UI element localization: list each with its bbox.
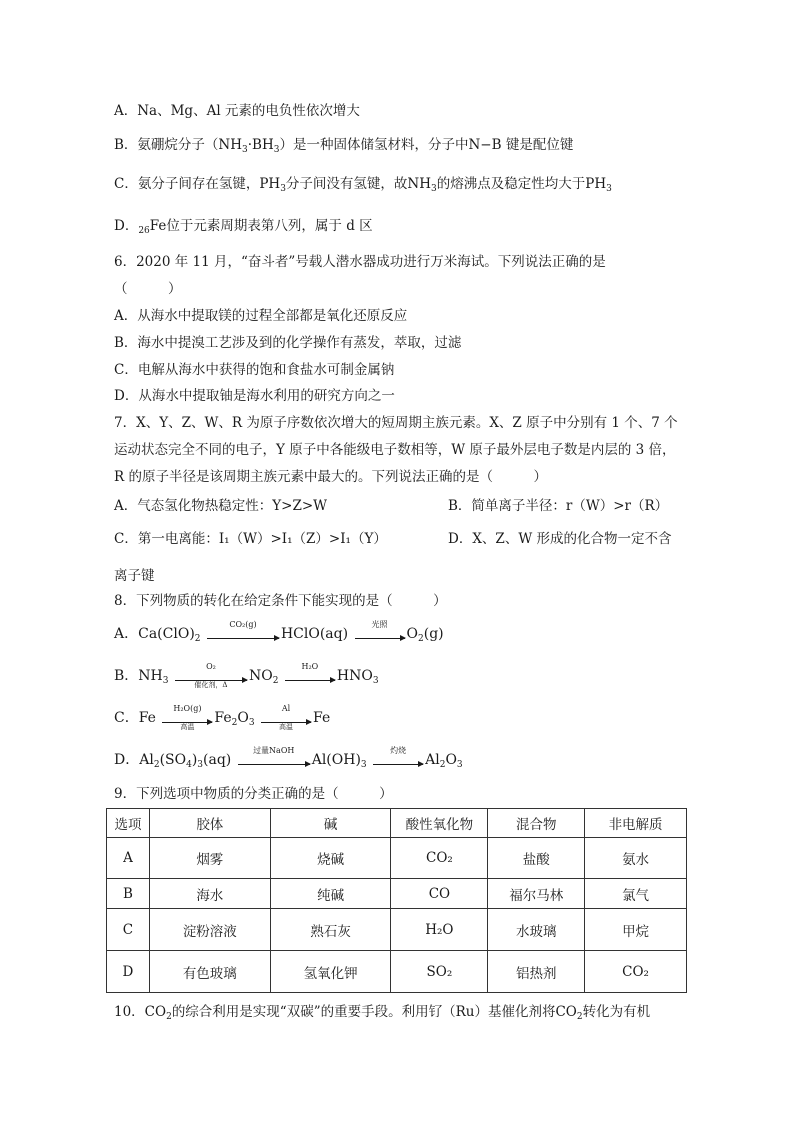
- table-cell: 有色玻璃: [149, 951, 270, 993]
- q7-option-a: A．气态氢化物热稳定性：Y>Z>W: [114, 498, 328, 514]
- reaction-arrow: Al 高温: [261, 714, 311, 723]
- table-cell: 盐酸: [488, 838, 585, 879]
- table-cell: 氯气: [585, 879, 687, 909]
- table-header-cell: 选项: [107, 809, 150, 838]
- table-cell: 熟石灰: [270, 909, 391, 951]
- classification-table: [106, 808, 687, 993]
- table-header-cell: 混合物: [488, 809, 585, 838]
- reaction-arrow: H₂O: [285, 672, 335, 681]
- q6-stem: 6．2020 年 11 月，“奋斗者”号载人潜水器成功进行万米海试。下列说法正确的是: [114, 254, 606, 270]
- table-cell: B: [107, 879, 150, 909]
- table-cell: 甲烷: [585, 909, 687, 951]
- q5-option-b: B．氨硼烷分子$(NH_3\cdot BH_3)$是一种固体储氢材料，分子中N−B 键是配位键: [114, 137, 574, 155]
- q6-option-b: B．海水中提溴工艺涉及到的化学操作有蒸发，萃取，过滤: [114, 335, 462, 351]
- table-cell: 纯碱: [270, 879, 391, 909]
- table-header-cell: 碱: [270, 809, 391, 838]
- table-row: [107, 951, 687, 993]
- table-cell: 氨水: [585, 838, 687, 879]
- q7-option-d-continued: 离子键: [114, 568, 155, 584]
- table-row: [107, 909, 687, 951]
- q7-option-b: B．简单离子半径：r（W）>r（R）: [448, 498, 669, 514]
- table-cell: H₂O: [391, 909, 488, 951]
- q7-option-c: C．第一电离能：I₁（W）>I₁（Z）>I₁（Y）: [114, 531, 387, 547]
- table-cell: 水玻璃: [488, 909, 585, 951]
- table-row: [107, 879, 687, 909]
- table-cell: SO₂: [391, 951, 488, 993]
- q9-stem: 9．下列选项中物质的分类正确的是（ ）: [114, 786, 393, 802]
- table-header-cell: 非电解质: [585, 809, 687, 838]
- q6-option-a: A．从海水中提取镁的过程全部都是氧化还原反应: [114, 308, 408, 324]
- q6-answer-paren: （ ）: [114, 281, 182, 297]
- q8-option-c: C．Fe H₂O(g) 高温 $Fe_2O_3$ Al 高温 Fe: [114, 703, 331, 731]
- q7-stem-line1: 7．X、Y、Z、W、R 为原子序数依次增大的短周期主族元素。X、Z 原子中分别有 1 个、7 个: [114, 415, 678, 431]
- table-cell: CO₂: [585, 951, 687, 993]
- table-header-cell: 胶体: [149, 809, 270, 838]
- q5-option-c: C．氨分子间存在氢键，$PH_3$分子间没有氢键，故$NH_3$的熔沸点及稳定性均大于$PH_3$: [114, 176, 612, 194]
- q5-option-a: A．Na、Mg、Al 元素的电负性依次增大: [114, 103, 360, 119]
- table-cell: 烧碱: [270, 838, 391, 879]
- table-cell: 氢氧化钾: [270, 951, 391, 993]
- reaction-arrow: 灼烧: [373, 756, 423, 765]
- table-header-cell: 酸性氧化物: [391, 809, 488, 838]
- table-cell: 烟雾: [149, 838, 270, 879]
- reaction-arrow: H₂O(g) 高温: [162, 714, 212, 723]
- table-header-row: [107, 809, 687, 838]
- table-cell: 铝热剂: [488, 951, 585, 993]
- table-cell: A: [107, 838, 150, 879]
- table-cell: 淀粉溶液: [149, 909, 270, 951]
- table-cell: C: [107, 909, 150, 951]
- q6-option-d: D．从海水中提取铀是海水利用的研究方向之一: [114, 388, 395, 404]
- table-cell: CO: [391, 879, 488, 909]
- q7-stem-line2: 运动状态完全不同的电子，Y 原子中各能级电子数相等，W 原子最外层电子数是内层的 3 倍，: [114, 442, 676, 458]
- q7-stem-line3: R 的原子半径是该周期主族元素中最大的。下列说法正确的是（ ）: [114, 469, 547, 485]
- table-row: [107, 838, 687, 879]
- reaction-arrow: O₂ 催化剂，Δ: [175, 672, 247, 681]
- reaction-arrow: 光照: [355, 630, 405, 639]
- q8-stem: 8．下列物质的转化在给定条件下能实现的是（ ）: [114, 593, 447, 609]
- q5-option-d: D．$_{26}$Fe位于元素周期表第八列，属于 d 区: [114, 218, 373, 236]
- table-cell: CO₂: [391, 838, 488, 879]
- q8-option-a: A．$Ca(ClO)_2$ CO₂(g) HClO(aq) 光照 $O_2(g)$: [114, 619, 444, 644]
- table-cell: 海水: [149, 879, 270, 909]
- reaction-arrow: 过量NaOH: [238, 756, 310, 765]
- q8-option-b: B．$NH_3$ O₂ 催化剂，Δ $NO_2$ H₂O $HNO_3$: [114, 661, 379, 689]
- q6-option-c: C．电解从海水中获得的饱和食盐水可制金属钠: [114, 362, 395, 378]
- q8-option-d: D．$Al_2(SO_4)_3(aq)$ 过量NaOH $Al(OH)_3$ 灼烧 $Al_2O_3$: [114, 745, 463, 770]
- reaction-arrow: CO₂(g): [207, 630, 279, 639]
- table-cell: 福尔马林: [488, 879, 585, 909]
- q10-stem: 10．$CO_2$的综合利用是实现“双碳”的重要手段。利用钌（Ru）基催化剂将$CO_2$转化为有机: [114, 1004, 651, 1022]
- table-cell: D: [107, 951, 150, 993]
- q7-option-d: D．X、Z、W 形成的化合物一定不含: [448, 531, 672, 547]
